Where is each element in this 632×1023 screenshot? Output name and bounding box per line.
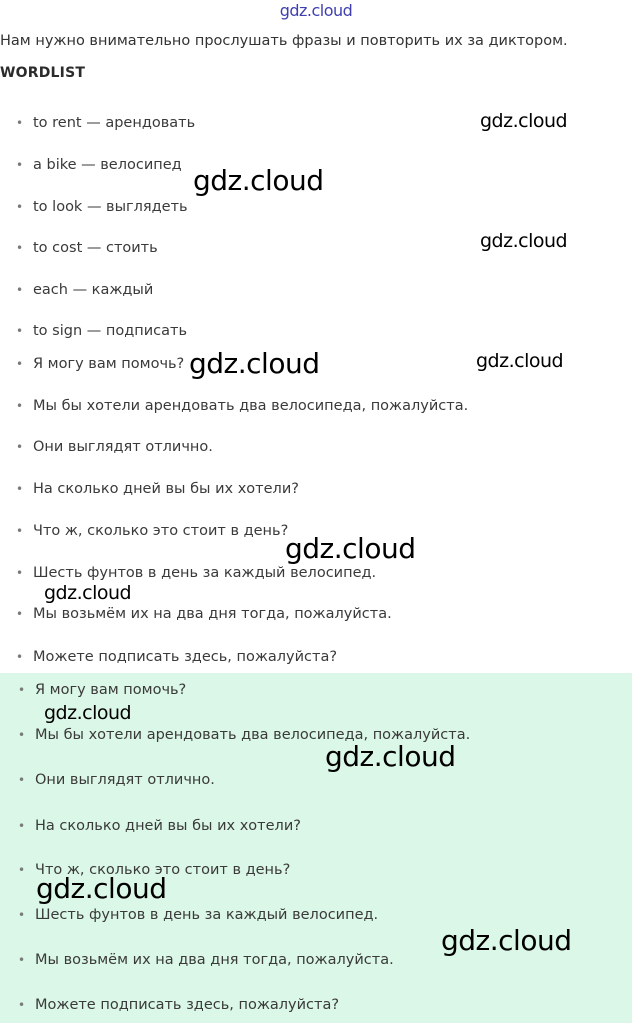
watermark: gdz.cloud (480, 110, 568, 132)
watermark: gdz.cloud (480, 230, 568, 252)
list-item (16, 398, 468, 414)
watermark: gdz.cloud (189, 347, 320, 380)
answer-text: Мы возьмём их на два дня тогда, пожалуйста. (35, 952, 394, 968)
list-item (16, 481, 299, 497)
header-watermark: gdz.cloud (279, 1, 353, 20)
watermark: gdz.cloud (325, 740, 456, 773)
list-item-text: Я могу вам помочь? (33, 356, 185, 372)
list-item-text: На сколько дней вы бы их хотели? (33, 481, 299, 497)
bullet: • (18, 819, 26, 833)
bullet: • (18, 728, 26, 742)
intro-text: Нам нужно внимательно прослушать фразы и повторить их за диктором. (0, 33, 568, 49)
list-item-text: Что ж, сколько это стоит в день? (33, 523, 289, 539)
list-item (16, 240, 158, 256)
bullet: • (18, 953, 26, 967)
bullet: • (16, 283, 24, 297)
answer-text: Они выглядят отлично. (35, 772, 215, 788)
answer-text: Я могу вам помочь? (35, 682, 187, 698)
bullet: • (16, 158, 24, 172)
answer-item (18, 997, 339, 1013)
list-item (16, 199, 188, 215)
list-item (16, 606, 392, 622)
answer-item (18, 682, 186, 698)
watermark: gdz.cloud (193, 164, 324, 197)
bullet: • (16, 650, 24, 664)
answers-panel (0, 673, 632, 1023)
bullet: • (16, 524, 24, 538)
answer-item (18, 772, 215, 788)
list-item (16, 649, 337, 665)
bullet: • (16, 357, 24, 371)
bullet: • (16, 440, 24, 454)
bullet: • (18, 683, 26, 697)
list-item (16, 356, 184, 372)
list-item-text: to cost — стоить (33, 240, 158, 256)
bullet: • (18, 863, 26, 877)
watermark: gdz.cloud (476, 350, 564, 372)
list-item (16, 323, 187, 339)
answer-item (18, 907, 378, 923)
watermark: gdz.cloud (44, 702, 132, 724)
list-item-text: to sign — подписать (33, 323, 187, 339)
answer-text: Мы бы хотели арендовать два велосипеда, пожалуйста. (35, 727, 471, 743)
list-item-text: Мы бы хотели арендовать два велосипеда, пожалуйста. (33, 398, 469, 414)
answer-item (18, 952, 394, 968)
bullet: • (16, 566, 24, 580)
list-item-text: to rent — арендовать (33, 115, 196, 131)
bullet: • (16, 324, 24, 338)
list-item (16, 282, 153, 298)
bullet: • (18, 773, 26, 787)
bullet: • (16, 482, 24, 496)
answer-text: Можете подписать здесь, пожалуйста? (35, 997, 340, 1013)
list-item-text: Шесть фунтов в день за каждый велосипед. (33, 565, 377, 581)
watermark: gdz.cloud (36, 872, 167, 905)
list-item (16, 157, 182, 173)
list-item-text: Они выглядят отлично. (33, 439, 213, 455)
watermark: gdz.cloud (285, 532, 416, 565)
watermark: gdz.cloud (441, 924, 572, 957)
bullet: • (18, 908, 26, 922)
answer-text: Шесть фунтов в день за каждый велосипед. (35, 907, 379, 923)
bullet: • (16, 607, 24, 621)
list-item-text: to look — выглядеть (33, 199, 188, 215)
wordlist-heading: WORDLIST (0, 65, 86, 81)
bullet: • (16, 399, 24, 413)
list-item-text: Можете подписать здесь, пожалуйста? (33, 649, 338, 665)
bullet: • (16, 241, 24, 255)
list-item (16, 523, 288, 539)
list-item (16, 115, 195, 131)
answer-item (18, 818, 301, 834)
bullet: • (18, 998, 26, 1012)
list-item-text: a bike — велосипед (33, 157, 182, 173)
list-item-text: Мы возьмём их на два дня тогда, пожалуйста. (33, 606, 392, 622)
list-item (16, 565, 376, 581)
bullet: • (16, 200, 24, 214)
bullet: • (16, 116, 24, 130)
watermark: gdz.cloud (44, 582, 132, 604)
answer-text: На сколько дней вы бы их хотели? (35, 818, 301, 834)
list-item (16, 439, 213, 455)
list-item-text: each — каждый (33, 282, 154, 298)
answer-text: Что ж, сколько это стоит в день? (35, 862, 291, 878)
